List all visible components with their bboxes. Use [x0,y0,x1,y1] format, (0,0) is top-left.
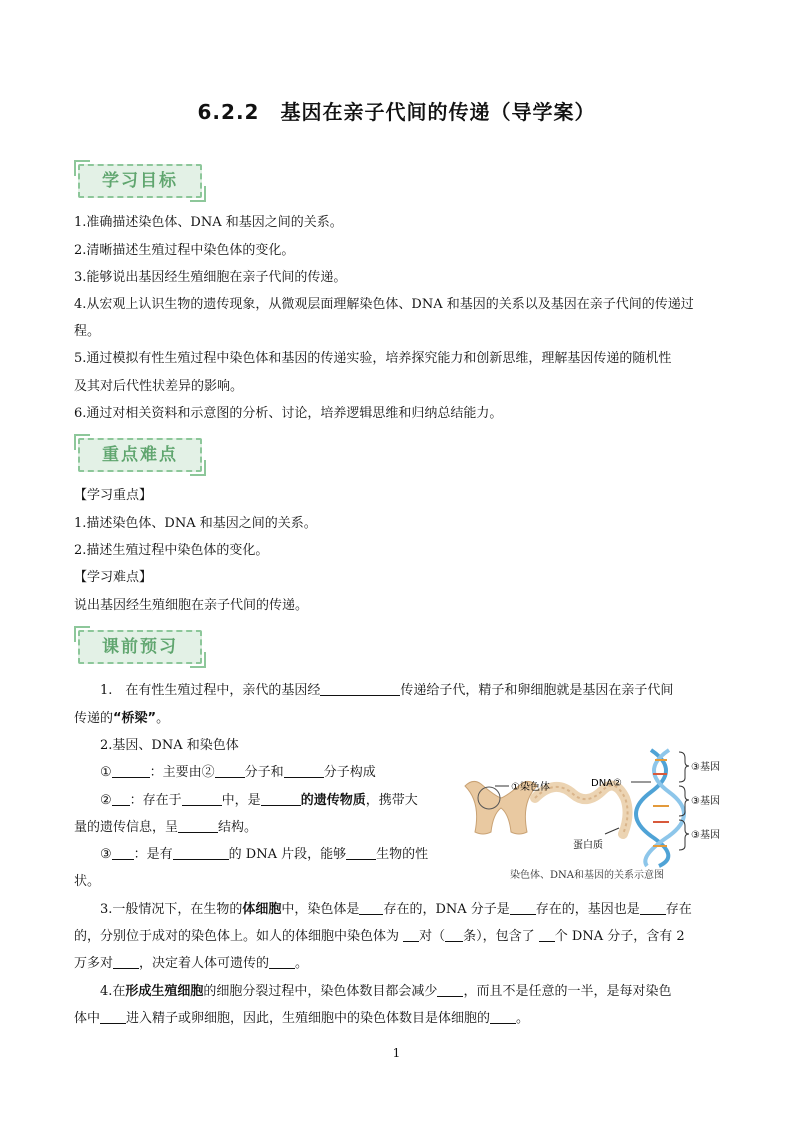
blank[interactable] [490,1010,516,1024]
goal-3: 3.能够说出基因经生殖细胞在亲子代间的传递。 [74,270,347,285]
q2-item3-cont: 状。 [74,874,101,889]
goal-2: 2.清晰描述生殖过程中染色体的变化。 [74,243,295,258]
q2-item2: ② ：存在于 中，是 的遗传物质，携带大 [100,793,418,808]
blank[interactable] [269,955,295,969]
blank[interactable] [112,792,130,806]
goal-1: 1.准确描述染色体、DNA 和基因之间的关系。 [74,215,343,230]
blank[interactable] [346,846,376,860]
blank[interactable] [112,846,134,860]
chromosome-dna-gene-figure [455,748,725,884]
q4-line2: 体中 进入精子或卵细胞，因此，生殖细胞中的染色体数目是体细胞的 。 [74,1011,530,1026]
section-badge-key: 重点难点 [78,438,202,472]
blank[interactable] [320,682,400,696]
chromosome-label: ①染色体 [511,782,550,793]
blank[interactable] [182,792,222,806]
blank[interactable] [215,764,245,778]
section-badge-preview: 课前预习 [78,630,202,664]
blank[interactable] [437,983,463,997]
page-number: 1 [392,1046,401,1060]
goal-5-cont: 及其对后代性状差异的影响。 [74,379,244,394]
q1-line1: 1. 在有性生殖过程中，亲代的基因经 传递给子代，精子和卵细胞就是基因在亲子代间 [100,683,674,698]
goal-5: 5.通过模拟有性生殖过程中染色体和基因的传递实验，培养探究能力和创新思维，理解基因传递的随机性 [74,351,672,366]
blank[interactable] [261,792,301,806]
blank[interactable] [539,928,555,942]
protein-label: 蛋白质 [573,840,603,851]
protein-pointer [605,828,619,834]
focus-2: 2.描述生殖过程中染色体的变化。 [74,543,269,558]
q4-line1: 4.在形成生殖细胞的细胞分裂过程中，染色体数目都会减少 ，而且不是任意的一半，是每对染色 [100,984,672,999]
blank[interactable] [100,1010,126,1024]
figure-drawing [455,748,725,868]
q2-item3: ③ ：是有 的 DNA 片段，能够 生物的性 [100,847,429,862]
blank[interactable] [178,819,218,833]
goal-4-cont: 程。 [74,324,101,339]
goal-4: 4.从宏观上认识生物的遗传现象，从微观层面理解染色体、DNA 和基因的关系以及基因在亲子代间的传递过 [74,297,694,312]
blank[interactable] [510,901,536,915]
blank[interactable] [359,901,383,915]
difficulty-text: 说出基因经生殖细胞在亲子代间的传递。 [74,598,309,613]
blank[interactable] [403,928,419,942]
q2-item2-cont: 量的遗传信息，呈 结构。 [74,820,258,835]
q3-line2: 的，分别位于成对的染色体上。如人的体细胞中染色体为 对（ 条），包含了 个 DNA 分子，含有 2 [74,929,685,944]
section-badge-goals: 学习目标 [78,164,202,198]
gene-label-2: ③基因 [691,796,720,807]
blank[interactable] [445,928,463,942]
focus-1: 1.描述染色体、DNA 和基因之间的关系。 [74,516,317,531]
figure-caption: 染色体、DNA和基因的关系示意图 [510,870,664,881]
focus-label: 【学习重点】 [74,488,153,503]
blank[interactable] [112,764,150,778]
gene-label-1: ③基因 [691,762,720,773]
q3-line3: 万多对 ，决定着人体可遗传的 。 [74,956,309,971]
q2-title: 2.基因、DNA 和染色体 [100,738,239,753]
blank[interactable] [640,901,666,915]
blank[interactable] [173,846,229,860]
q2-item1: ① ：主要由② 分子和 分子构成 [100,765,376,780]
difficulty-label: 【学习难点】 [74,570,153,585]
blank[interactable] [284,764,324,778]
dna-label: DNA② [591,778,622,789]
dna-helix-icon [636,750,684,866]
blank[interactable] [113,955,139,969]
gene-label-3: ③基因 [691,830,720,841]
q3-line1: 3.一般情况下，在生物的体细胞中，染色体是 存在的，DNA 分子是 存在的，基因也是 存在 [100,902,692,917]
page-title: 6.2.2 基因在亲子代间的传递（导学案） [197,100,596,124]
q1-line2: 传递的“桥梁”。 [74,711,170,726]
goal-6: 6.通过对相关资料和示意图的分析、讨论，培养逻辑思维和归纳总结能力。 [74,406,503,421]
